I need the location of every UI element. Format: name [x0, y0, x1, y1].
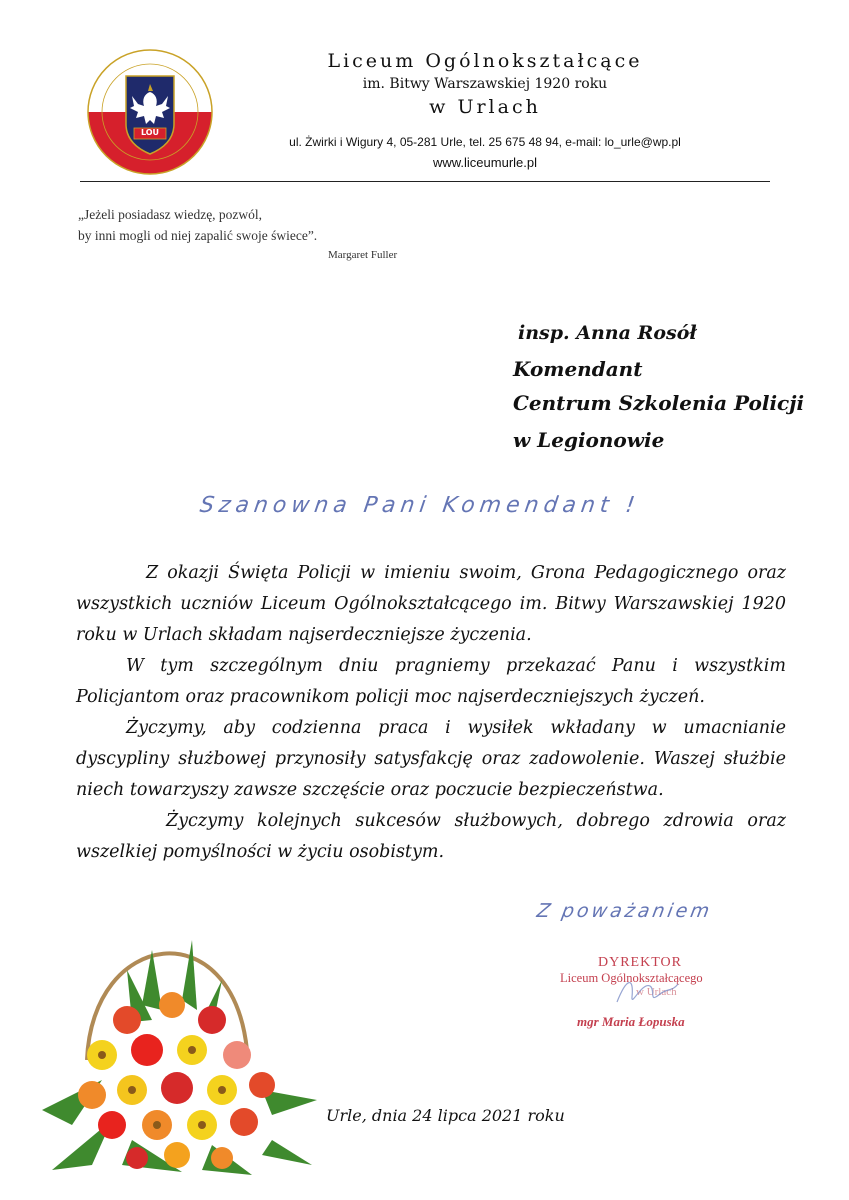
body-paragraph-1: Z okazji Święta Policji w imieniu swoim, Grona Pedagogicznego oraz wszystkich uczniów Liceum Ogólnokształcącego im. Bitwy Warszawskiej 1920 roku w Urlach składam najserdeczniejsze życzenia.: [76, 563, 786, 645]
letter-body: [76, 558, 786, 868]
handwritten-salutation: Szanowna Pani Komendant !: [198, 493, 642, 518]
recipient-title: Komendant: [513, 357, 643, 381]
header-divider: [80, 181, 770, 182]
body-paragraph-3: Życzymy, aby codzienna praca i wysiłek wkładany w umacnianie dyscypliny służbowej przynosiły satysfakcję oraz zadowolenie. Waszej służbie niech towarzyszy zawsze szczęście oraz poczucie bezpieczeństwa.: [76, 718, 786, 800]
quote-author: Margaret Fuller: [328, 249, 398, 261]
recipient-name: insp. Anna Rosół: [518, 322, 697, 344]
recipient-location: w Legionowie: [513, 428, 665, 452]
quote-line1: „Jeżeli posiadasz wiedzę, pozwól,: [78, 207, 263, 222]
flower-basket-image: [32, 910, 322, 1180]
recipient-institution: Centrum Szkolenia Policji: [513, 391, 805, 415]
school-address: ul. Żwirki i Wigury 4, 05-281 Urle, tel. 25 675 48 94, e-mail: lo_urle@wp.pl: [289, 135, 681, 149]
school-name-line1: Liceum Ogólnokształcące: [327, 50, 643, 72]
handwritten-closing: Z poważaniem: [535, 900, 715, 922]
school-logo: [86, 48, 214, 176]
quote-line2: by inni mogli od niej zapalić swoje świece”.: [78, 228, 318, 243]
handwritten-signature: [612, 972, 682, 1012]
body-paragraph-2: W tym szczególnym dniu pragniemy przekazać Panu i wszystkim Policjantom oraz pracownikom policji moc najserdeczniejszych życzeń.: [76, 656, 786, 707]
school-name-line3: w Urlach: [429, 96, 541, 118]
school-website-link[interactable]: www.liceumurle.pl: [432, 155, 538, 170]
place-and-date: Urle, dnia 24 lipca 2021 roku: [326, 1106, 565, 1125]
stamp-director-name: mgr Maria Łopuska: [577, 1014, 685, 1029]
logo-text: LOU: [140, 128, 160, 137]
stamp-place: w Urlach: [636, 986, 677, 998]
stamp-director-title: DYREKTOR: [598, 955, 682, 970]
school-name-line2: im. Bitwy Warszawskiej 1920 roku: [362, 76, 608, 92]
body-paragraph-4: Życzymy kolejnych sukcesów służbowych, dobrego zdrowia oraz wszelkiej pomyślności w życiu osobistym.: [76, 811, 786, 862]
stamp-school-name: Liceum Ogólnokształcącego: [560, 971, 703, 985]
